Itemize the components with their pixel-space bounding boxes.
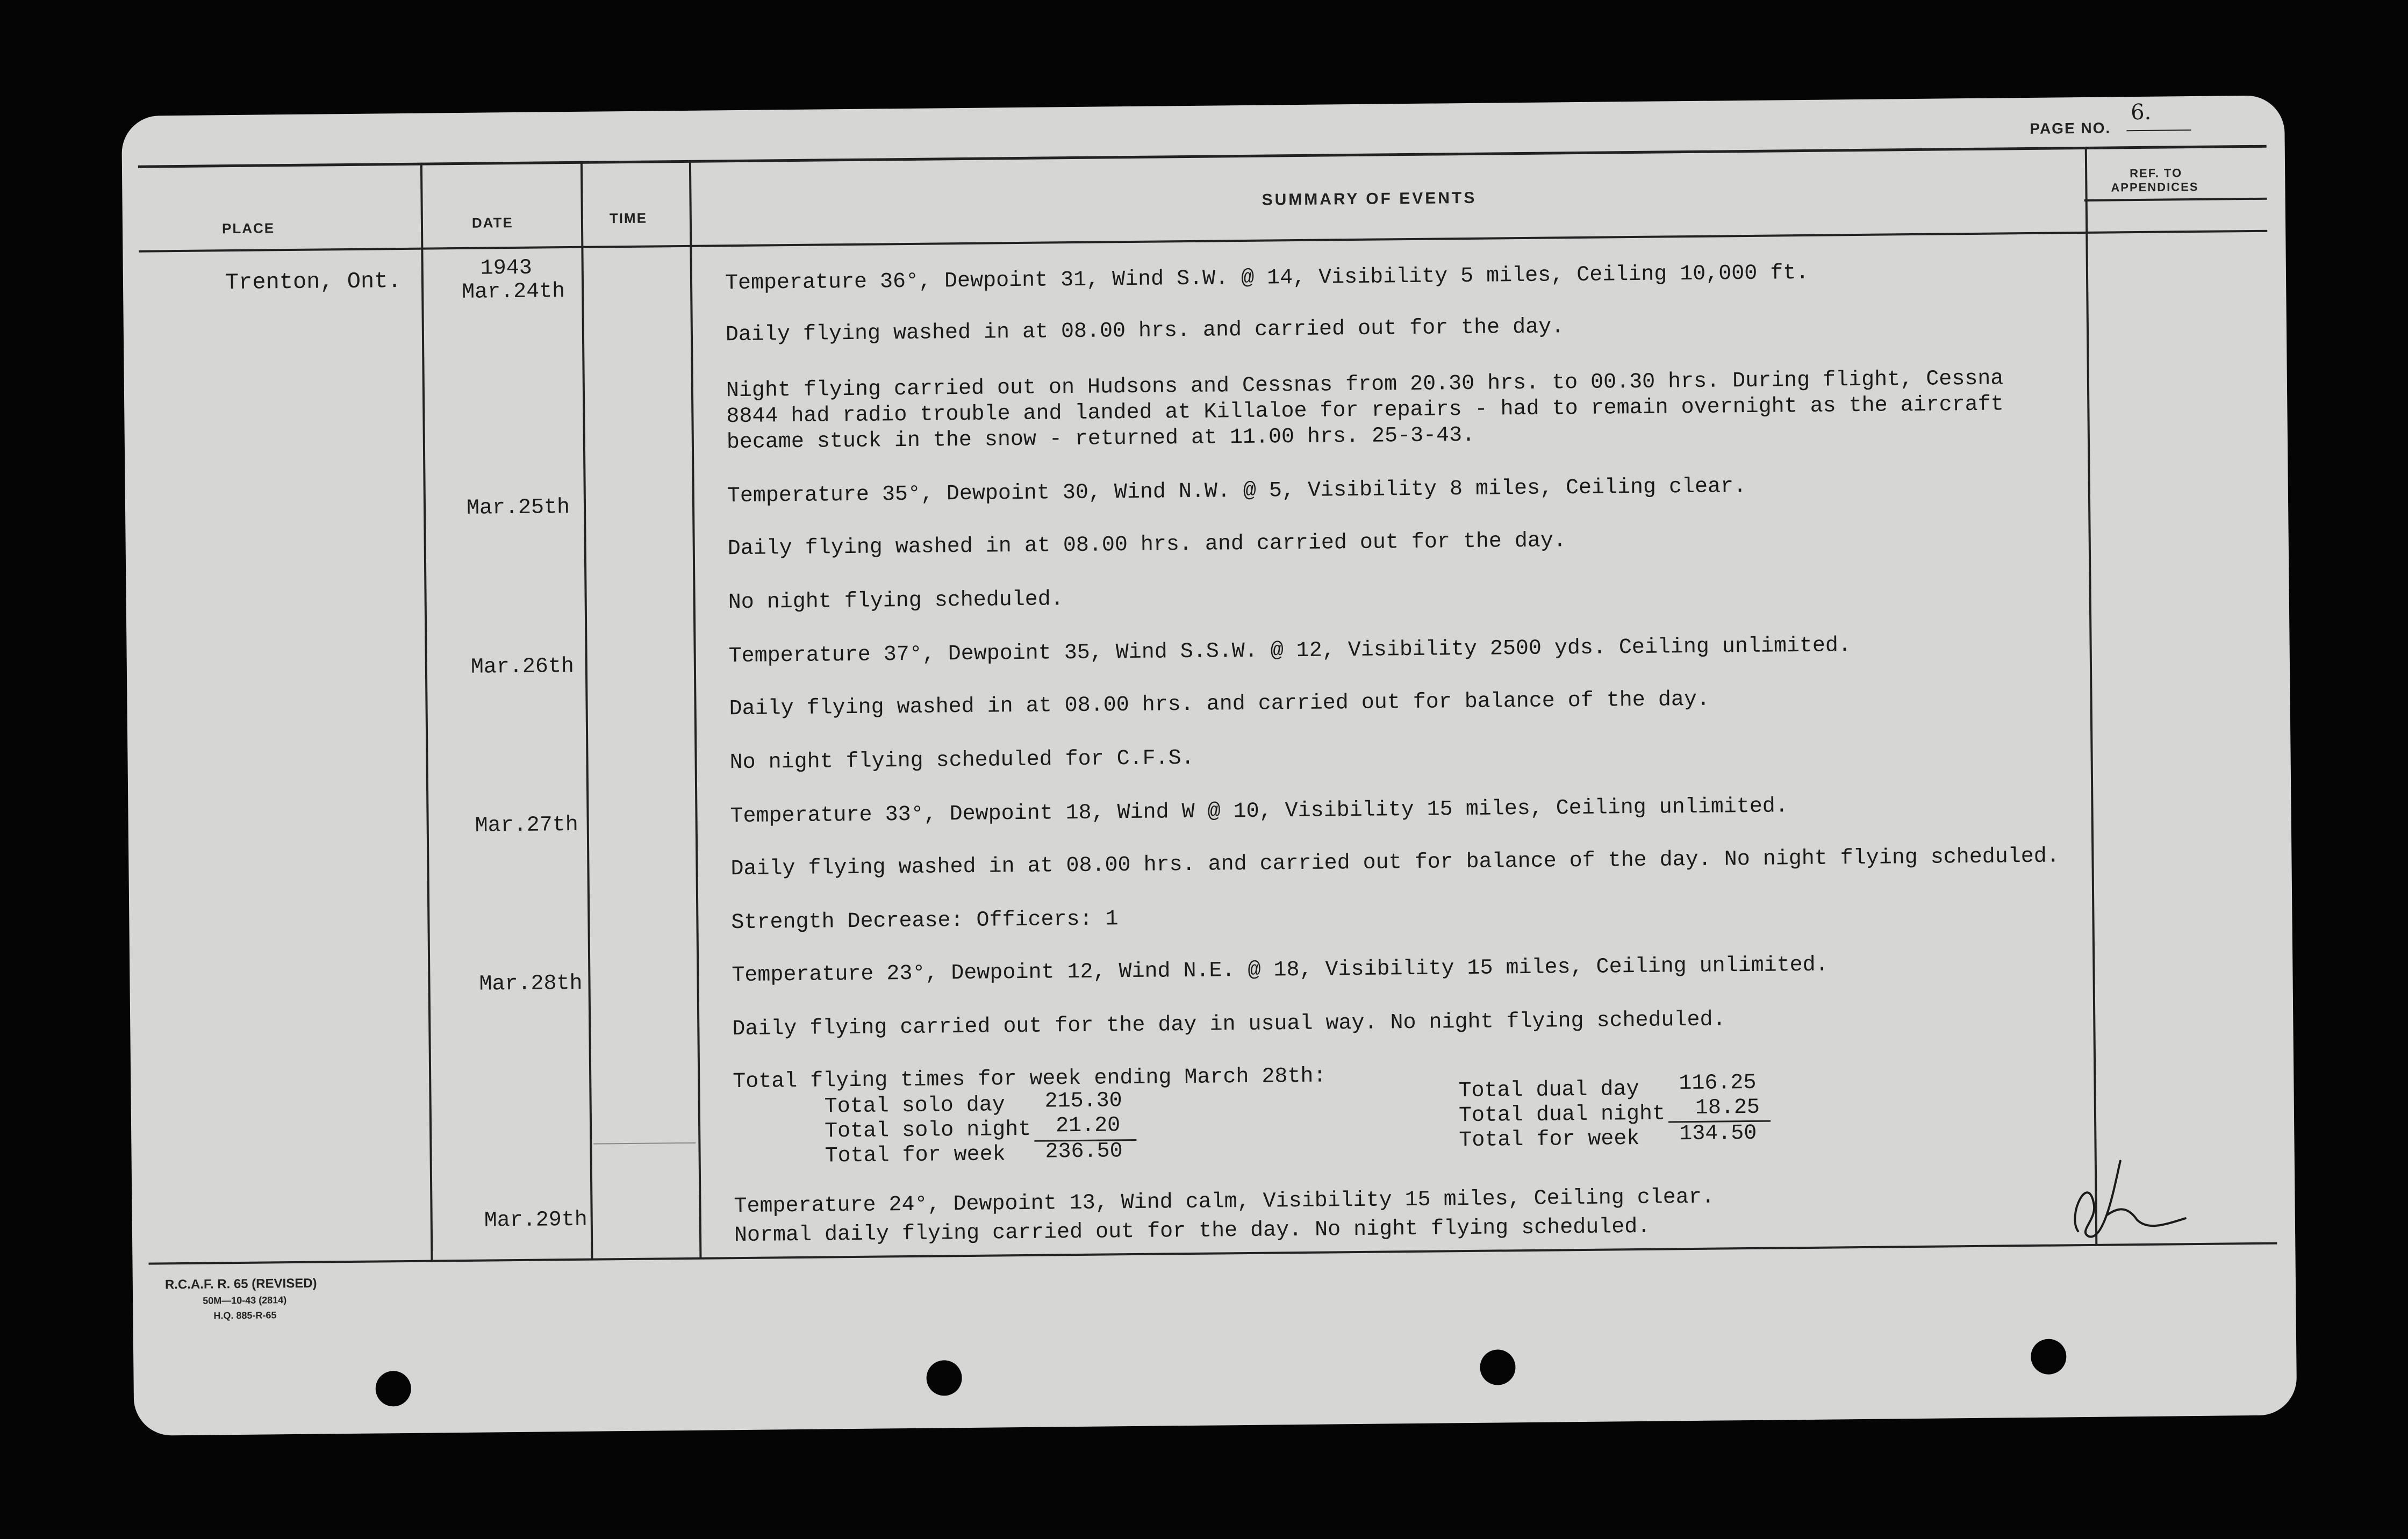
entry-line: Temperature 36°, Dewpoint 31, Wind S.W. @ 14, Visibility 5 miles, Ceiling 10,000 ft. (725, 261, 1809, 296)
punch-hole (2031, 1339, 2067, 1375)
entry-line: Temperature 23°, Dewpoint 12, Wind N.E. @ 18, Visibility 15 miles, Ceiling unlimited. (732, 953, 1829, 988)
entry-line: Daily flying washed in at 08.00 hrs. and carried out for the day. (727, 529, 1567, 562)
col-header-time: TIME (609, 210, 648, 227)
entry-line: became stuck in the snow - returned at 11.00 hrs. 25-3-43. (726, 423, 1475, 455)
date-mar-24: Mar.24th (461, 279, 565, 305)
entry-line: Temperature 33°, Dewpoint 18, Wind W @ 10, Visibility 15 miles, Ceiling unlimited. (730, 794, 1789, 829)
solo-week-value: 236.50 (1045, 1139, 1123, 1164)
solo-day-value: 215.30 (1044, 1089, 1122, 1114)
record-card (121, 95, 2297, 1436)
footer-rule (148, 1242, 2277, 1265)
page-number: 6. (2130, 99, 2152, 125)
totals-heading: Total flying times for week ending March 28th: (733, 1064, 1327, 1095)
entry-line: Daily flying washed in at 08.00 hrs. and carried out for the day. (725, 315, 1565, 348)
col-header-ref-2: APPENDICES (2111, 179, 2199, 195)
dual-week-value: 134.50 (1679, 1121, 1757, 1147)
dual-week-label: Total for week (1459, 1126, 1640, 1153)
entry-line: Temperature 35°, Dewpoint 30, Wind N.W. @ 5, Visibility 8 miles, Ceiling clear. (727, 474, 1747, 509)
top-rule (138, 145, 2267, 168)
entry-line: No night flying scheduled. (728, 587, 1064, 615)
entry-line: Daily flying washed in at 08.00 hrs. and carried out for balance of the day. (729, 687, 1710, 722)
dual-day-label: Total dual day (1458, 1077, 1639, 1104)
page-number-underline (2126, 130, 2191, 131)
punch-hole (1480, 1349, 1516, 1385)
entry-line: No night flying scheduled for C.F.S. (729, 746, 1194, 775)
solo-night-value: 21.20 (1055, 1113, 1121, 1139)
entry-line: Daily flying washed in at 08.00 hrs. and carried out for balance of the day. No night flying scheduled. (730, 844, 2060, 882)
col-line-summary (2085, 147, 2098, 1245)
col-line-date (580, 161, 593, 1260)
handwritten-initials (2056, 1149, 2197, 1258)
faint-rule (593, 1142, 696, 1145)
col-header-date: DATE (471, 214, 513, 231)
page-number-label: PAGE NO. (2030, 119, 2111, 137)
entry-line: Temperature 24°, Dewpoint 13, Wind calm, Visibility 15 miles, Ceiling clear. (734, 1185, 1715, 1219)
place-cell: Trenton, Ont. (225, 268, 402, 296)
form-id-line3: H.Q. 885-R-65 (213, 1310, 277, 1321)
punch-hole (926, 1360, 962, 1396)
dual-night-value: 18.25 (1695, 1095, 1760, 1120)
form-id-line2: 50M—10-43 (2814) (203, 1295, 287, 1306)
dual-day-value: 116.25 (1679, 1070, 1757, 1096)
entry-line: 8844 had radio trouble and landed at Killaloe for repairs - had to remain overnight as the aircraft (726, 392, 2004, 429)
year-cell: 1943 (480, 256, 532, 281)
entry-line: Daily flying carried out for the day in usual way. No night flying scheduled. (732, 1008, 1726, 1042)
ref-header-rule (2084, 198, 2267, 202)
header-rule (139, 230, 2267, 253)
punch-hole (375, 1371, 411, 1407)
col-line-time (689, 160, 702, 1258)
date-mar-28: Mar.28th (479, 971, 583, 997)
entry-line: Temperature 37°, Dewpoint 35, Wind S.S.W. @ 12, Visibility 2500 yds. Ceiling unlimited. (728, 634, 1852, 669)
solo-night-label: Total solo night (824, 1117, 1031, 1144)
date-mar-25: Mar.25th (466, 495, 570, 521)
solo-week-label: Total for week (825, 1142, 1006, 1169)
date-mar-27: Mar.27th (475, 812, 578, 838)
date-mar-26: Mar.26th (470, 654, 575, 680)
solo-day-label: Total solo day (824, 1093, 1006, 1119)
col-header-summary: SUMMARY OF EVENTS (1262, 189, 1477, 209)
form-id-line1: R.C.A.F. R. 65 (REVISED) (164, 1276, 317, 1292)
col-header-place: PLACE (221, 220, 275, 237)
dual-night-label: Total dual night (1458, 1102, 1666, 1128)
col-line-place (420, 163, 433, 1261)
entry-line: Normal daily flying carried out for the day. No night flying scheduled. (734, 1214, 1651, 1248)
entry-line: Night flying carried out on Hudsons and Cessnas from 20.30 hrs. to 00.30 hrs. During flight, Cessna (726, 366, 2004, 404)
date-mar-29: Mar.29th (484, 1207, 588, 1233)
col-header-ref-1: REF. TO (2130, 166, 2183, 181)
entry-line: Strength Decrease: Officers: 1 (731, 907, 1119, 936)
